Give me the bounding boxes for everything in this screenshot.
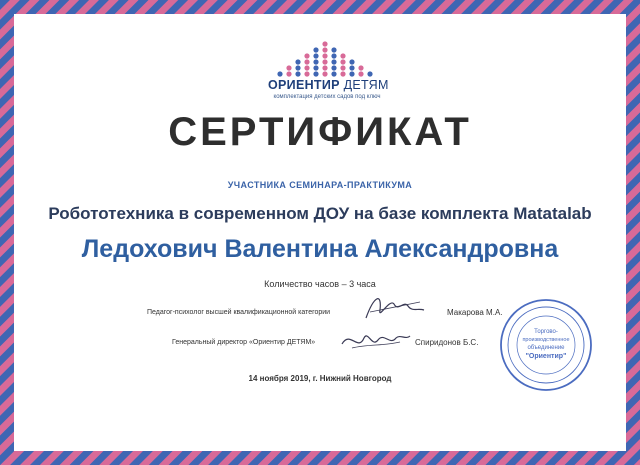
logo-dot [277,71,282,76]
logo-dot [367,71,372,76]
logo-dot [295,59,300,64]
logo-dot [358,65,363,70]
stamp-line-3: объединение [527,345,565,351]
hours-count: Количество часов – 3 часа [264,279,376,289]
logo-dot [358,71,363,76]
logo-dot [340,65,345,70]
signatory-1-role: Педагог-психолог высшей квалификационной категории [147,309,331,316]
stamp-line-4: "Ориентир" [525,353,567,360]
logo-dot [322,47,327,52]
logo-dot [313,71,318,76]
signatory-2-role: Генеральный директор «Ориентир ДЕТЯМ» [172,339,316,346]
signatory-1-name: Макарова М.А. [447,308,503,317]
logo-dot [322,41,327,46]
brand-logo-dots-icon [265,40,385,102]
logo-dot [331,65,336,70]
logo-dot [331,59,336,64]
logo-dot [304,71,309,76]
logo-dot [349,71,354,76]
recipient-name: Ледохович Валентина Александровна [81,235,559,263]
logo-dot [349,65,354,70]
logo-dot [313,65,318,70]
certificate-subtitle: УЧАСТНИКА СЕМИНАРА-ПРАКТИКУМА [227,180,413,190]
signatory-2-name: Спиридонов Б.С. [415,338,479,347]
logo-dot [349,59,354,64]
logo-dot [322,53,327,58]
logo-dot [295,71,300,76]
logo-dot [340,71,345,76]
logo-dot [322,71,327,76]
logo-dot [313,59,318,64]
logo-dot [331,71,336,76]
logo-dot [286,71,291,76]
stamp-line-2: производственное [522,337,570,343]
logo-dot [295,65,300,70]
logo-dot [331,53,336,58]
logo-dot [331,47,336,52]
course-title: Робототехника в современном ДОУ на базе комплекта Matatalab [48,204,592,223]
signature-1-icon [360,290,430,326]
issue-date-location: 14 ноября 2019, г. Нижний Новгород [248,374,392,383]
logo-dot [340,53,345,58]
stamp-line-1: Торгово- [534,329,558,335]
logo-dot [313,47,318,52]
certificate-title: СЕРТИФИКАТ [168,110,472,154]
logo-dot [304,65,309,70]
logo-dot [304,59,309,64]
logo-dot [322,65,327,70]
company-stamp-icon [497,296,595,394]
brand-logo-title: ОРИЕНТИР ДЕТЯМ [268,78,389,92]
logo-dot [286,65,291,70]
signature-2-icon [338,326,414,356]
logo-dot [304,53,309,58]
logo-dot [322,59,327,64]
logo-dot [313,53,318,58]
logo-dot [340,59,345,64]
brand-logo-tagline: комплектация детских садов под ключ [273,94,381,100]
